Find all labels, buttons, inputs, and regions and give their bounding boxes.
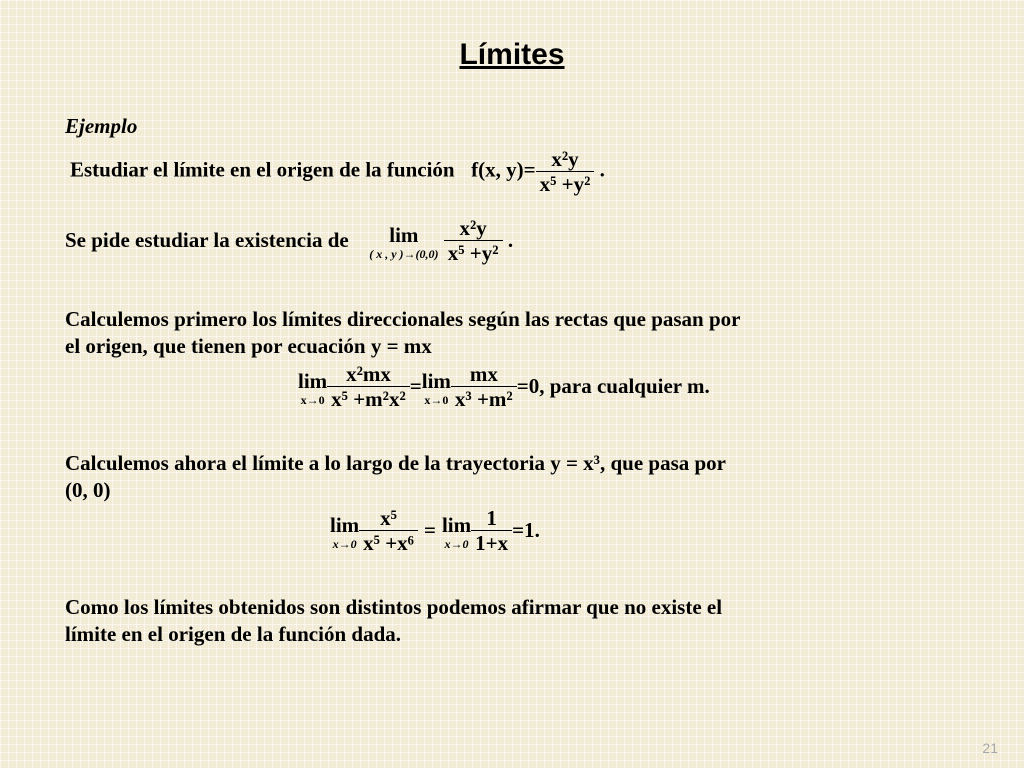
equation-fraction	[471, 506, 512, 555]
limit-operator	[442, 512, 471, 550]
lim-subscript: x→0	[424, 392, 449, 407]
paragraph-conclusion	[65, 594, 925, 648]
period: .	[507, 228, 514, 252]
equation-directional	[298, 362, 710, 411]
lim-label: lim	[441, 512, 472, 537]
function-fraction	[536, 147, 595, 196]
lim-subscript: ( x , y )→(0,0)	[369, 246, 439, 261]
limit-operator	[422, 368, 451, 406]
equals-sign: =	[423, 518, 436, 542]
slide-number: 21	[982, 740, 998, 756]
lim-subscript: x→0	[332, 536, 357, 551]
equation-fraction	[327, 362, 410, 411]
fraction-numerator: mx	[469, 362, 498, 386]
equation-fraction	[451, 362, 517, 411]
function-statement	[70, 147, 605, 196]
equation-tail: , para cualquier m.	[539, 374, 710, 398]
lim-label: lim	[298, 368, 328, 393]
equation-result: =0	[516, 374, 540, 398]
paragraph-line: (0, 0)	[65, 478, 111, 502]
function-label: f(x, y)=	[471, 157, 536, 182]
limit-operator	[298, 368, 327, 406]
existence-text: Se pide estudiar la existencia de	[65, 228, 349, 252]
paragraph-line: Como los límites obtenidos son distintos podemos afirmar que no existe el	[65, 595, 723, 619]
fraction-numerator: 1	[486, 506, 497, 530]
fraction-numerator: x⁵	[380, 506, 397, 530]
period: .	[599, 157, 605, 182]
equation-result: =1	[512, 518, 535, 542]
equals-sign: =	[409, 374, 422, 398]
lim-label: lim	[330, 512, 360, 537]
paragraph-line: el origen, que tienen por ecuación y = mx	[65, 334, 432, 358]
limit-fraction	[444, 216, 503, 265]
paragraph-line: Calculemos primero los límites direccionales según las rectas que pasan por	[65, 307, 741, 331]
paragraph-line: Calculemos ahora el límite a lo largo de la trayectoria y = x³, que pasa por	[65, 451, 727, 475]
fraction-numerator: x²mx	[346, 362, 391, 386]
intro-text: Estudiar el límite en el origen de la función	[70, 157, 455, 182]
equation-fraction	[359, 506, 418, 555]
existence-statement	[65, 216, 513, 265]
fraction-denominator: 1+x	[475, 531, 509, 555]
fraction-denominator: x⁵ +y²	[447, 241, 499, 265]
lim-label: lim	[421, 368, 451, 393]
paragraph-line: límite en el origen de la función dada.	[65, 622, 401, 646]
paragraph-directional	[65, 306, 925, 360]
paragraph-trajectory	[65, 450, 925, 504]
fraction-numerator: x²y	[551, 147, 579, 171]
example-heading: Ejemplo	[65, 114, 138, 138]
fraction-denominator: x⁵ +x⁶	[363, 531, 414, 555]
limit-operator	[369, 222, 438, 260]
slide-title: Límites	[459, 38, 565, 71]
lim-subscript: x→0	[444, 536, 469, 551]
fraction-numerator: x²y	[459, 216, 487, 240]
fraction-denominator: x³ +m²	[454, 387, 513, 411]
fraction-denominator: x⁵ +y²	[539, 172, 591, 196]
equation-trajectory	[330, 506, 540, 555]
period: .	[534, 518, 540, 542]
lim-subscript: x→0	[300, 392, 325, 407]
fraction-denominator: x⁵ +m²x²	[331, 387, 406, 411]
lim-label: lim	[389, 222, 419, 247]
limit-operator	[330, 512, 359, 550]
